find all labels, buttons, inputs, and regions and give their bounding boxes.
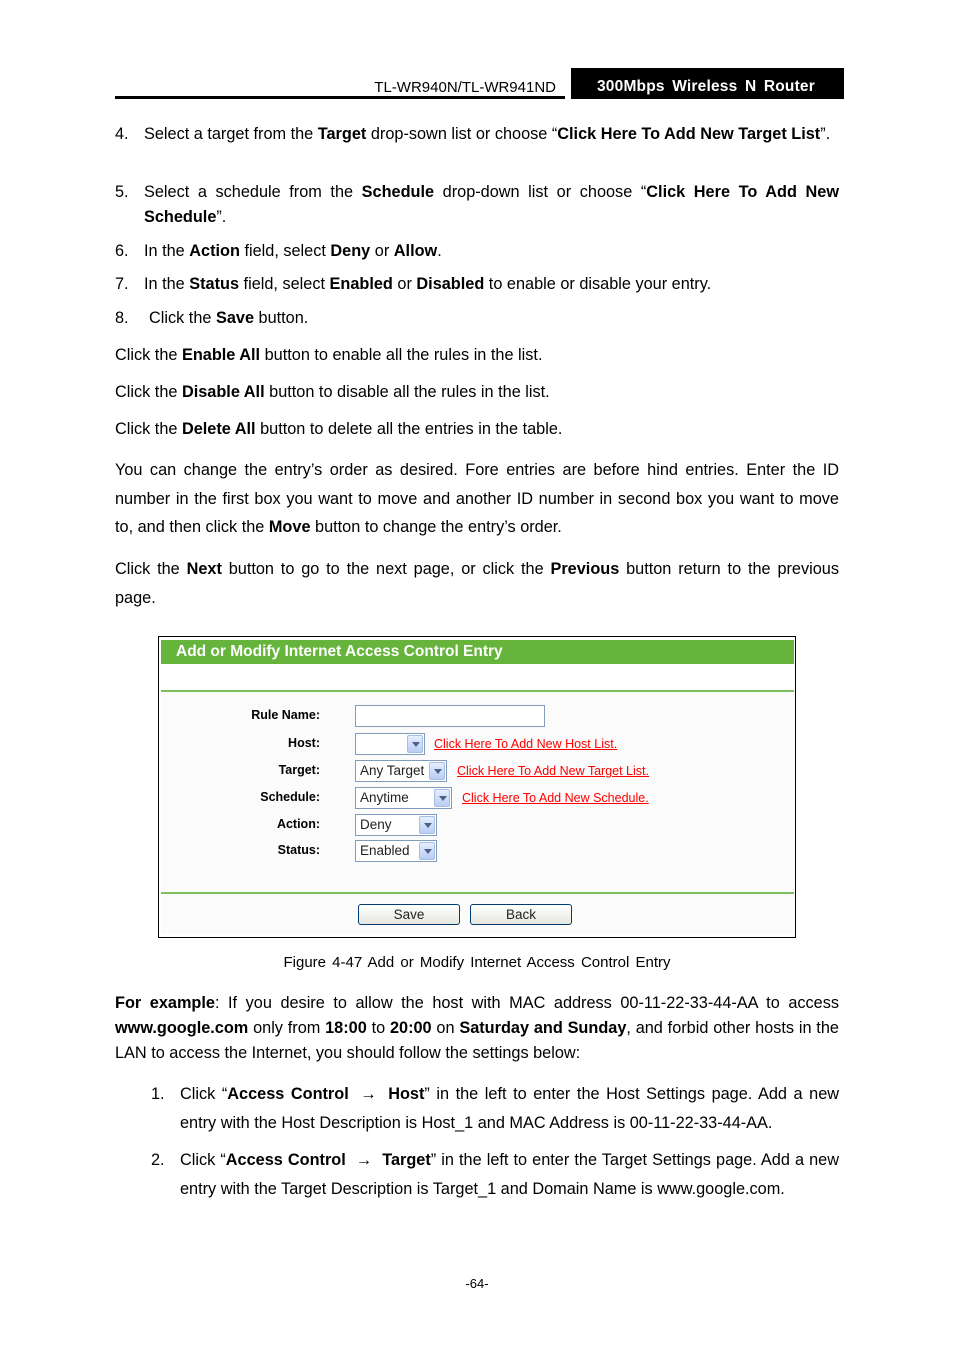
example-step-number: 1. <box>151 1085 165 1103</box>
info-line: Click the Enable All button to enable all the rules in the list. <box>115 346 543 364</box>
rule-name-input[interactable] <box>355 705 545 727</box>
header-product: 300Mbps Wireless N Router <box>596 78 815 95</box>
step-text: Select a target from the Target drop-sown list or choose “Click Here To Add New Target List”. <box>144 125 831 143</box>
paragraph-move: You can change the entry’s order as desired. Fore entries are before hind entries. Enter the ID number in the first box you want to move and another ID number in second box you want to move to, and then click the Move button to change the entry’s order. <box>115 461 839 536</box>
step-text: In the Status field, select Enabled or Disabled to enable or disable your entry. <box>144 275 712 293</box>
example-step-text: Click “Access Control → Target” in the left to enter the Target Settings page. Add a new entry with the Target Description is Target_1 and Domain Name is www.google.com. <box>180 1151 839 1198</box>
arrow-icon: → <box>360 1085 377 1103</box>
step-number: 7. <box>115 275 129 293</box>
action-label: Action: <box>276 817 320 831</box>
chevron-down-icon <box>419 842 435 860</box>
status-select-value: Enabled <box>360 843 410 858</box>
status-label: Status: <box>277 843 320 857</box>
info-line: Click the Delete All button to delete all the entries in the table. <box>115 420 563 438</box>
target-label: Target: <box>278 763 320 777</box>
step-text: Select a schedule from the Schedule drop-down list or choose “Click Here To Add New Schedule”. <box>144 183 839 226</box>
paragraph-next: Click the Next button to go to the next page, or click the Previous button return to the previous page. <box>115 560 839 607</box>
target-select[interactable] <box>355 760 447 782</box>
action-select[interactable] <box>355 814 437 836</box>
example-step-text: Click “Access Control → Host” in the left to enter the Host Settings page. Add a new entry with the Host Description is Host_1 and MAC Address is 00-11-22-33-44-AA. <box>180 1085 840 1132</box>
add-target-link[interactable]: Click Here To Add New Target List. <box>457 764 649 778</box>
add-host-link[interactable]: Click Here To Add New Host List. <box>434 737 618 751</box>
page-number: -64- <box>465 1276 489 1291</box>
chevron-down-icon <box>419 816 435 834</box>
figure-divider-top <box>161 690 794 692</box>
example-paragraph: For example: If you desire to allow the host with MAC address 00-11-22-33-44-AA to access www.google.com only from 18:00 to 20:00 on Saturday and Sunday, and forbid other hosts in the LAN to access the Internet, you should follow the settings below: <box>115 994 839 1062</box>
host-select[interactable] <box>355 733 425 755</box>
target-select-value: Any Target <box>360 763 425 778</box>
step-number: 5. <box>115 183 129 201</box>
figure-caption: Figure 4-47 Add or Modify Internet Access Control Entry <box>283 954 671 971</box>
figure-form-panel <box>161 692 794 934</box>
schedule-label: Schedule: <box>260 790 320 804</box>
step-number: 4. <box>115 125 129 143</box>
chevron-down-icon <box>429 762 445 780</box>
step-text: Click the Save button. <box>149 309 309 327</box>
add-schedule-link[interactable]: Click Here To Add New Schedule. <box>462 791 649 805</box>
save-button[interactable]: Save <box>358 904 460 925</box>
arrow-icon: → <box>355 1151 373 1169</box>
info-line: Click the Disable All button to disable all the rules in the list. <box>115 383 550 401</box>
figure-title: Add or Modify Internet Access Control Entry <box>176 643 503 660</box>
back-button[interactable]: Back <box>470 904 572 925</box>
step-text: In the Action field, select Deny or Allow. <box>144 242 442 260</box>
step-number: 8. <box>115 309 129 327</box>
header-model: TL-WR940N/TL-WR941ND <box>374 79 556 96</box>
host-label: Host: <box>288 736 320 750</box>
status-select[interactable] <box>355 840 437 862</box>
chevron-down-icon <box>407 735 423 753</box>
schedule-select-value: Anytime <box>360 790 409 805</box>
step-number: 6. <box>115 242 129 260</box>
schedule-select[interactable] <box>355 787 452 809</box>
action-select-value: Deny <box>360 817 392 832</box>
chevron-down-icon <box>434 789 450 807</box>
rule-name-label: Rule Name: <box>251 708 320 722</box>
example-step-number: 2. <box>151 1151 165 1169</box>
figure-divider-bottom <box>161 892 794 894</box>
